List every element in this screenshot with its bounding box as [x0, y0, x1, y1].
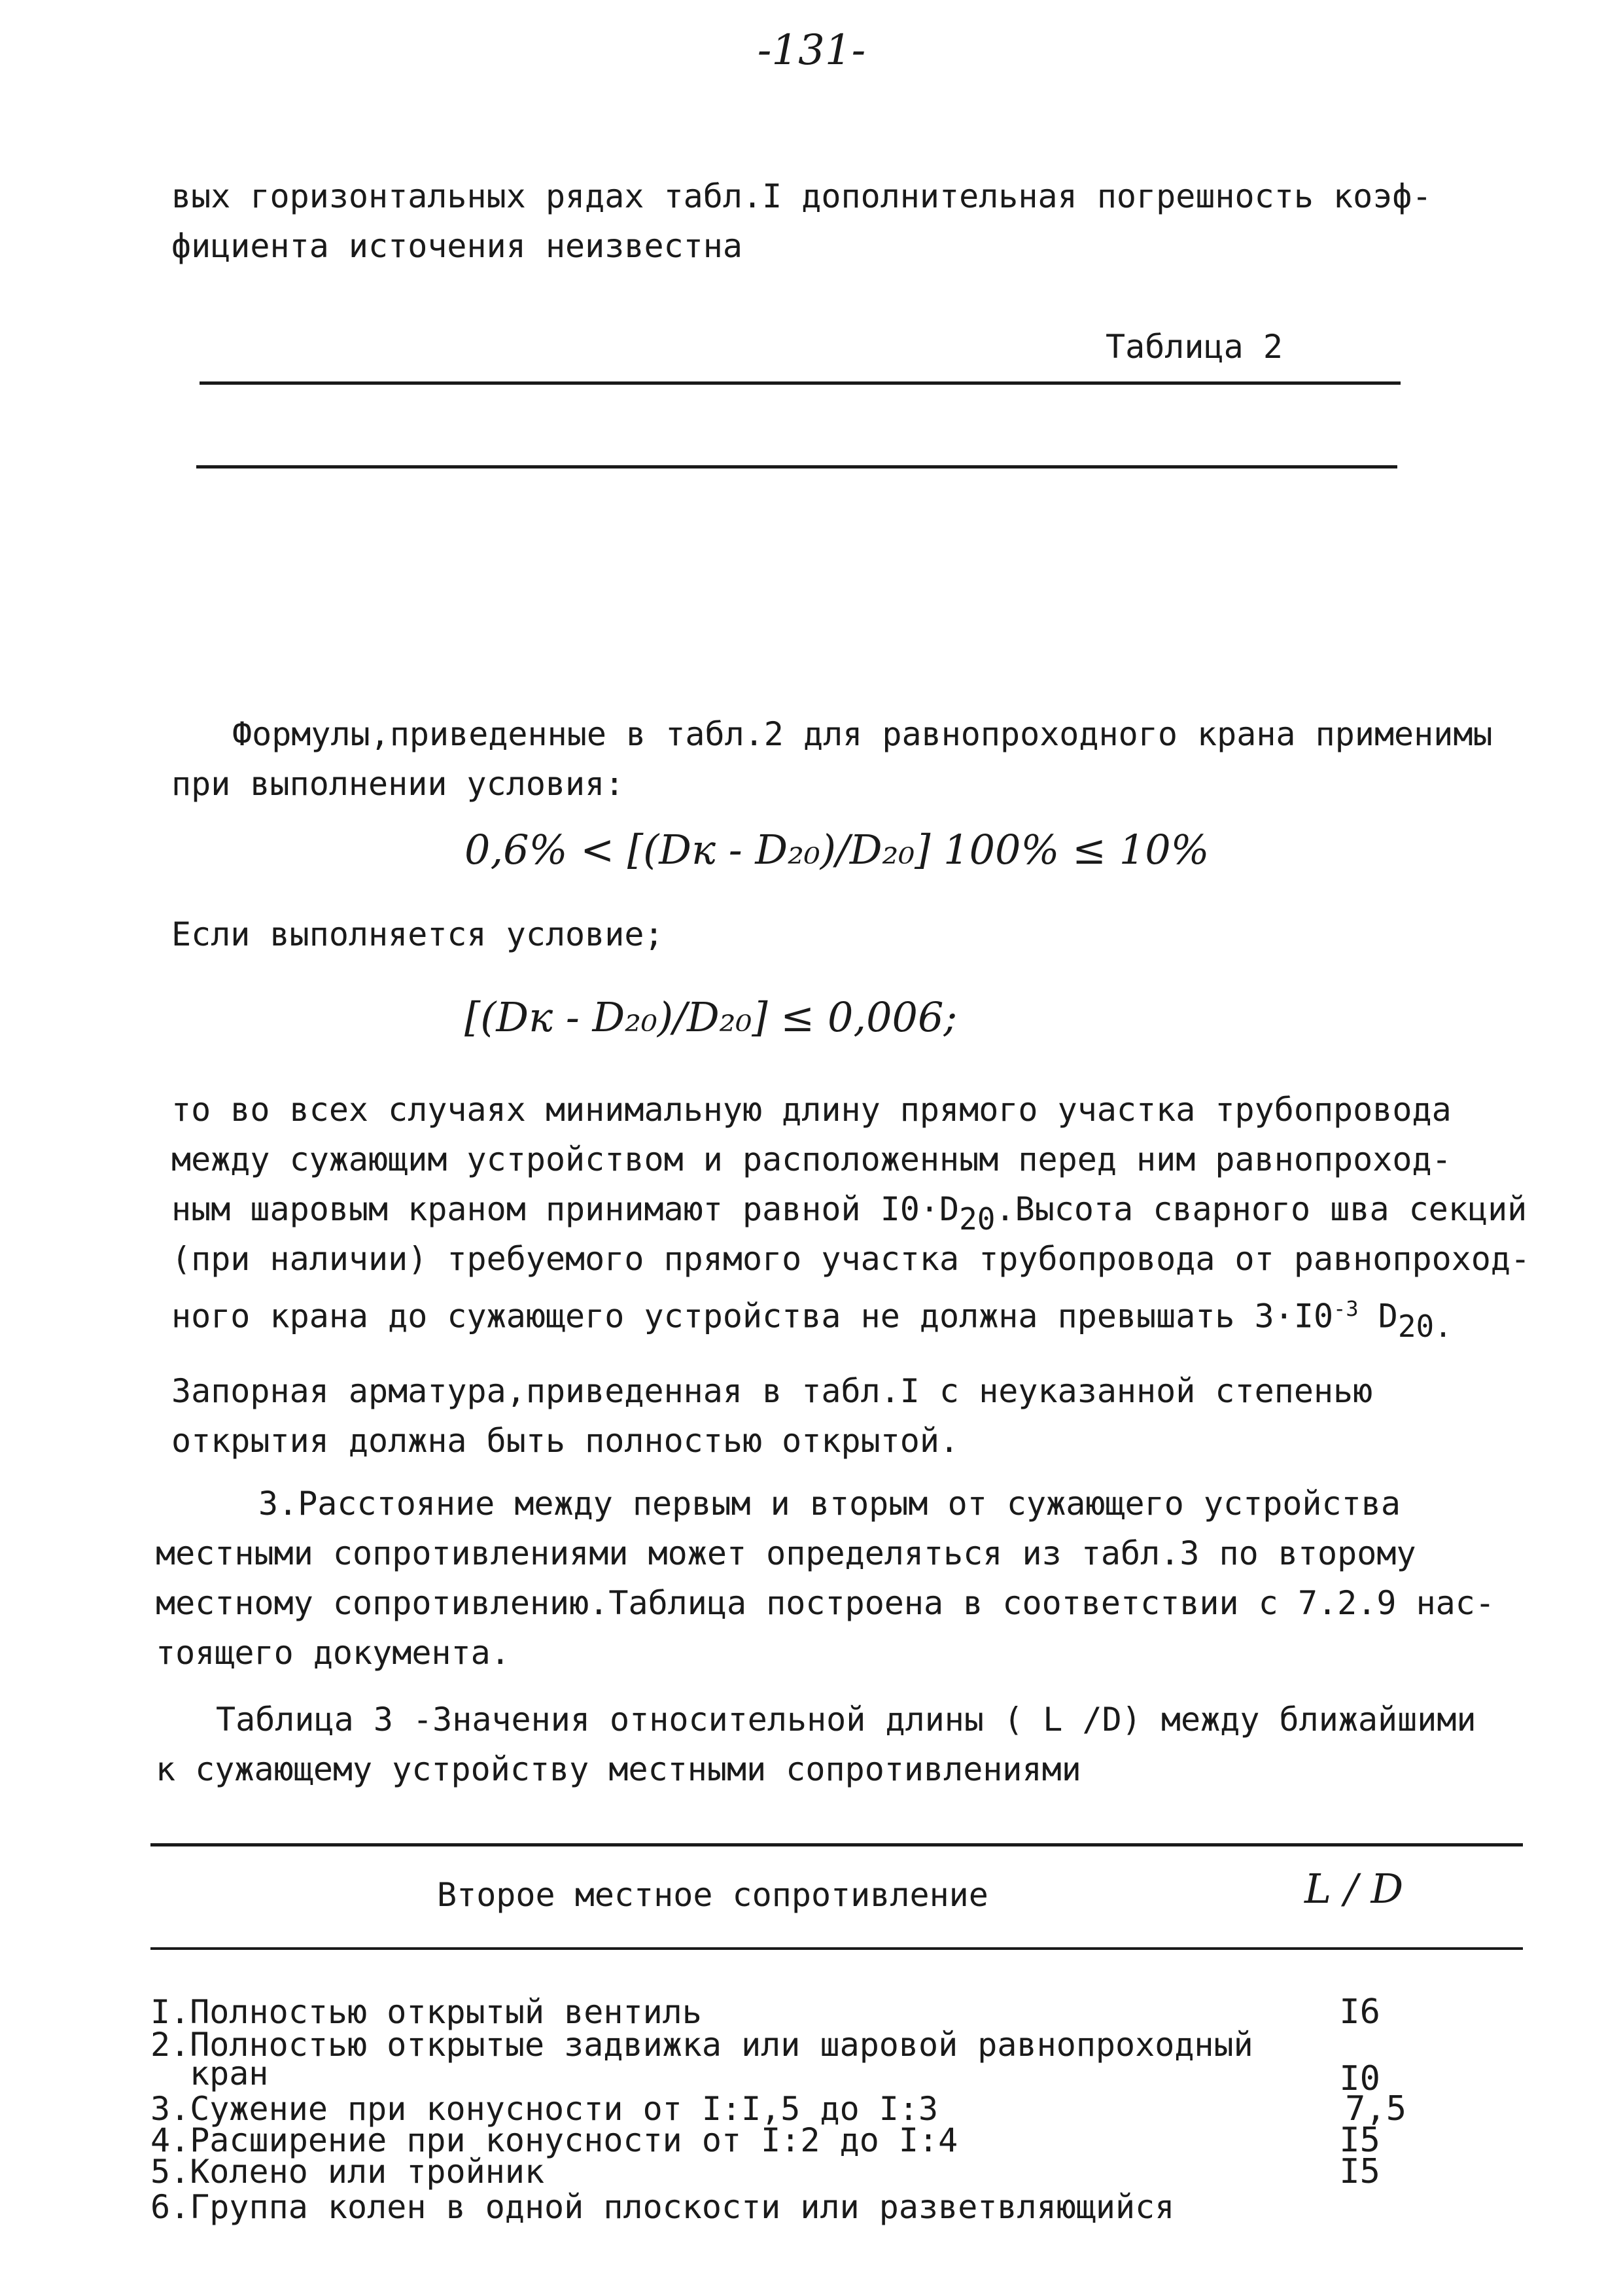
conditions-line-2: при выполнении условия:: [171, 765, 625, 803]
page-number: -131-: [757, 26, 866, 75]
formula-2: [(Dк - D₂₀)/D₂₀] ≤ 0,006;: [464, 993, 958, 1041]
table3-row-4-text: 4.Расширение при конусности от I:2 до I:4: [150, 2121, 958, 2159]
para3-line-4: тоящего документа.: [156, 1634, 510, 1672]
formula-1: 0,6% < [(Dк - D₂₀)/D₂₀] 100% ≤ 10%: [464, 826, 1210, 874]
table3-row-1-value: I6: [1339, 1992, 1380, 2032]
table3-header-col1: Второе местное сопротивление: [437, 1876, 988, 1914]
para1-line-5: [171, 1289, 1452, 1344]
para2-line-2: открытия должна быть полностью открытой.: [171, 1422, 960, 1460]
para1-line-5-sup: -3: [1333, 1296, 1359, 1321]
para2-line-1: Запорная арматура,приведенная в табл.I с неуказанной степенью: [171, 1372, 1373, 1410]
para1-line-5-a: ного крана до сужающего устройства не должна превышать 3·I0: [171, 1297, 1334, 1335]
table3-row-5-value: I5: [1339, 2152, 1380, 2191]
para1-line-4: (при наличии) требуемого прямого участка трубопровода от равнопроход-: [171, 1240, 1531, 1278]
table3-row-6-text: 6.Группа колен в одной плоскости или разветвляющийся: [150, 2188, 1175, 2226]
table3-row-1-text: I.Полностью открытый вентиль: [150, 1993, 702, 2031]
para1-line-3-a: ным шаровым краном принимают равной I0·D: [171, 1190, 960, 1228]
table2-top-rule: [200, 381, 1401, 385]
table2-bottom-rule: [196, 465, 1397, 468]
table3-row-5-text: 5.Колено или тройник: [150, 2153, 545, 2191]
table2-title: Таблица 2: [1106, 328, 1283, 366]
para1-line-5-b: D: [1358, 1297, 1398, 1335]
table3-row-2-text-cont: кран: [190, 2055, 269, 2093]
table3-caption-line-1: Таблица 3 -Значения относительной длины ( L /D) между ближайшими: [216, 1701, 1476, 1739]
para1-line-3: [171, 1190, 1527, 1237]
table3-row-4-value: I5: [1339, 2121, 1380, 2160]
table3-row-2-text: 2.Полностью открытые задвижка или шаровой равнопроходный: [150, 2026, 1253, 2064]
conditions-line-3: Если выполняется условие;: [171, 915, 664, 953]
para1-line-3-sub: 20: [959, 1201, 996, 1237]
intro-line-2: фициента источения неизвестна: [171, 227, 742, 265]
table3-row-3-value: 7,5: [1345, 2089, 1406, 2128]
para1-line-3-b: .Высота сварного шва секций: [995, 1190, 1527, 1228]
para3-line-1: 3.Расстояние между первым и вторым от сужающего устройства: [258, 1485, 1401, 1523]
conditions-line-1: Формулы,приведенные в табл.2 для равнопроходного крана применимы: [232, 715, 1493, 753]
table3-caption-line-2: к сужающему устройству местными сопротивлениями: [156, 1750, 1081, 1788]
table3-header-col2: L / D: [1304, 1865, 1404, 1913]
para1-line-1: то во всех случаях минимальную длину прямого участка трубопровода: [171, 1091, 1452, 1129]
table3-row-3-text: 3.Сужение при конусности от I:I,5 до I:3: [150, 2090, 939, 2128]
intro-line-1: вых горизонтальных рядах табл.I дополнительная погрешность коэф-: [171, 177, 1432, 215]
table3-header-rule: [150, 1947, 1523, 1950]
para3-line-2: местными сопротивлениями может определяться из табл.3 по второму: [156, 1534, 1416, 1572]
table3-top-rule: [150, 1843, 1523, 1846]
para3-line-3: местному сопротивлению.Таблица построена в соответствии с 7.2.9 нас-: [156, 1584, 1495, 1622]
table3-row-2-value: I0: [1339, 2059, 1380, 2098]
para1-line-2: между сужающим устройством и расположенным перед ним равнопроход-: [171, 1140, 1452, 1178]
para1-line-5-sub: 20.: [1397, 1308, 1452, 1344]
